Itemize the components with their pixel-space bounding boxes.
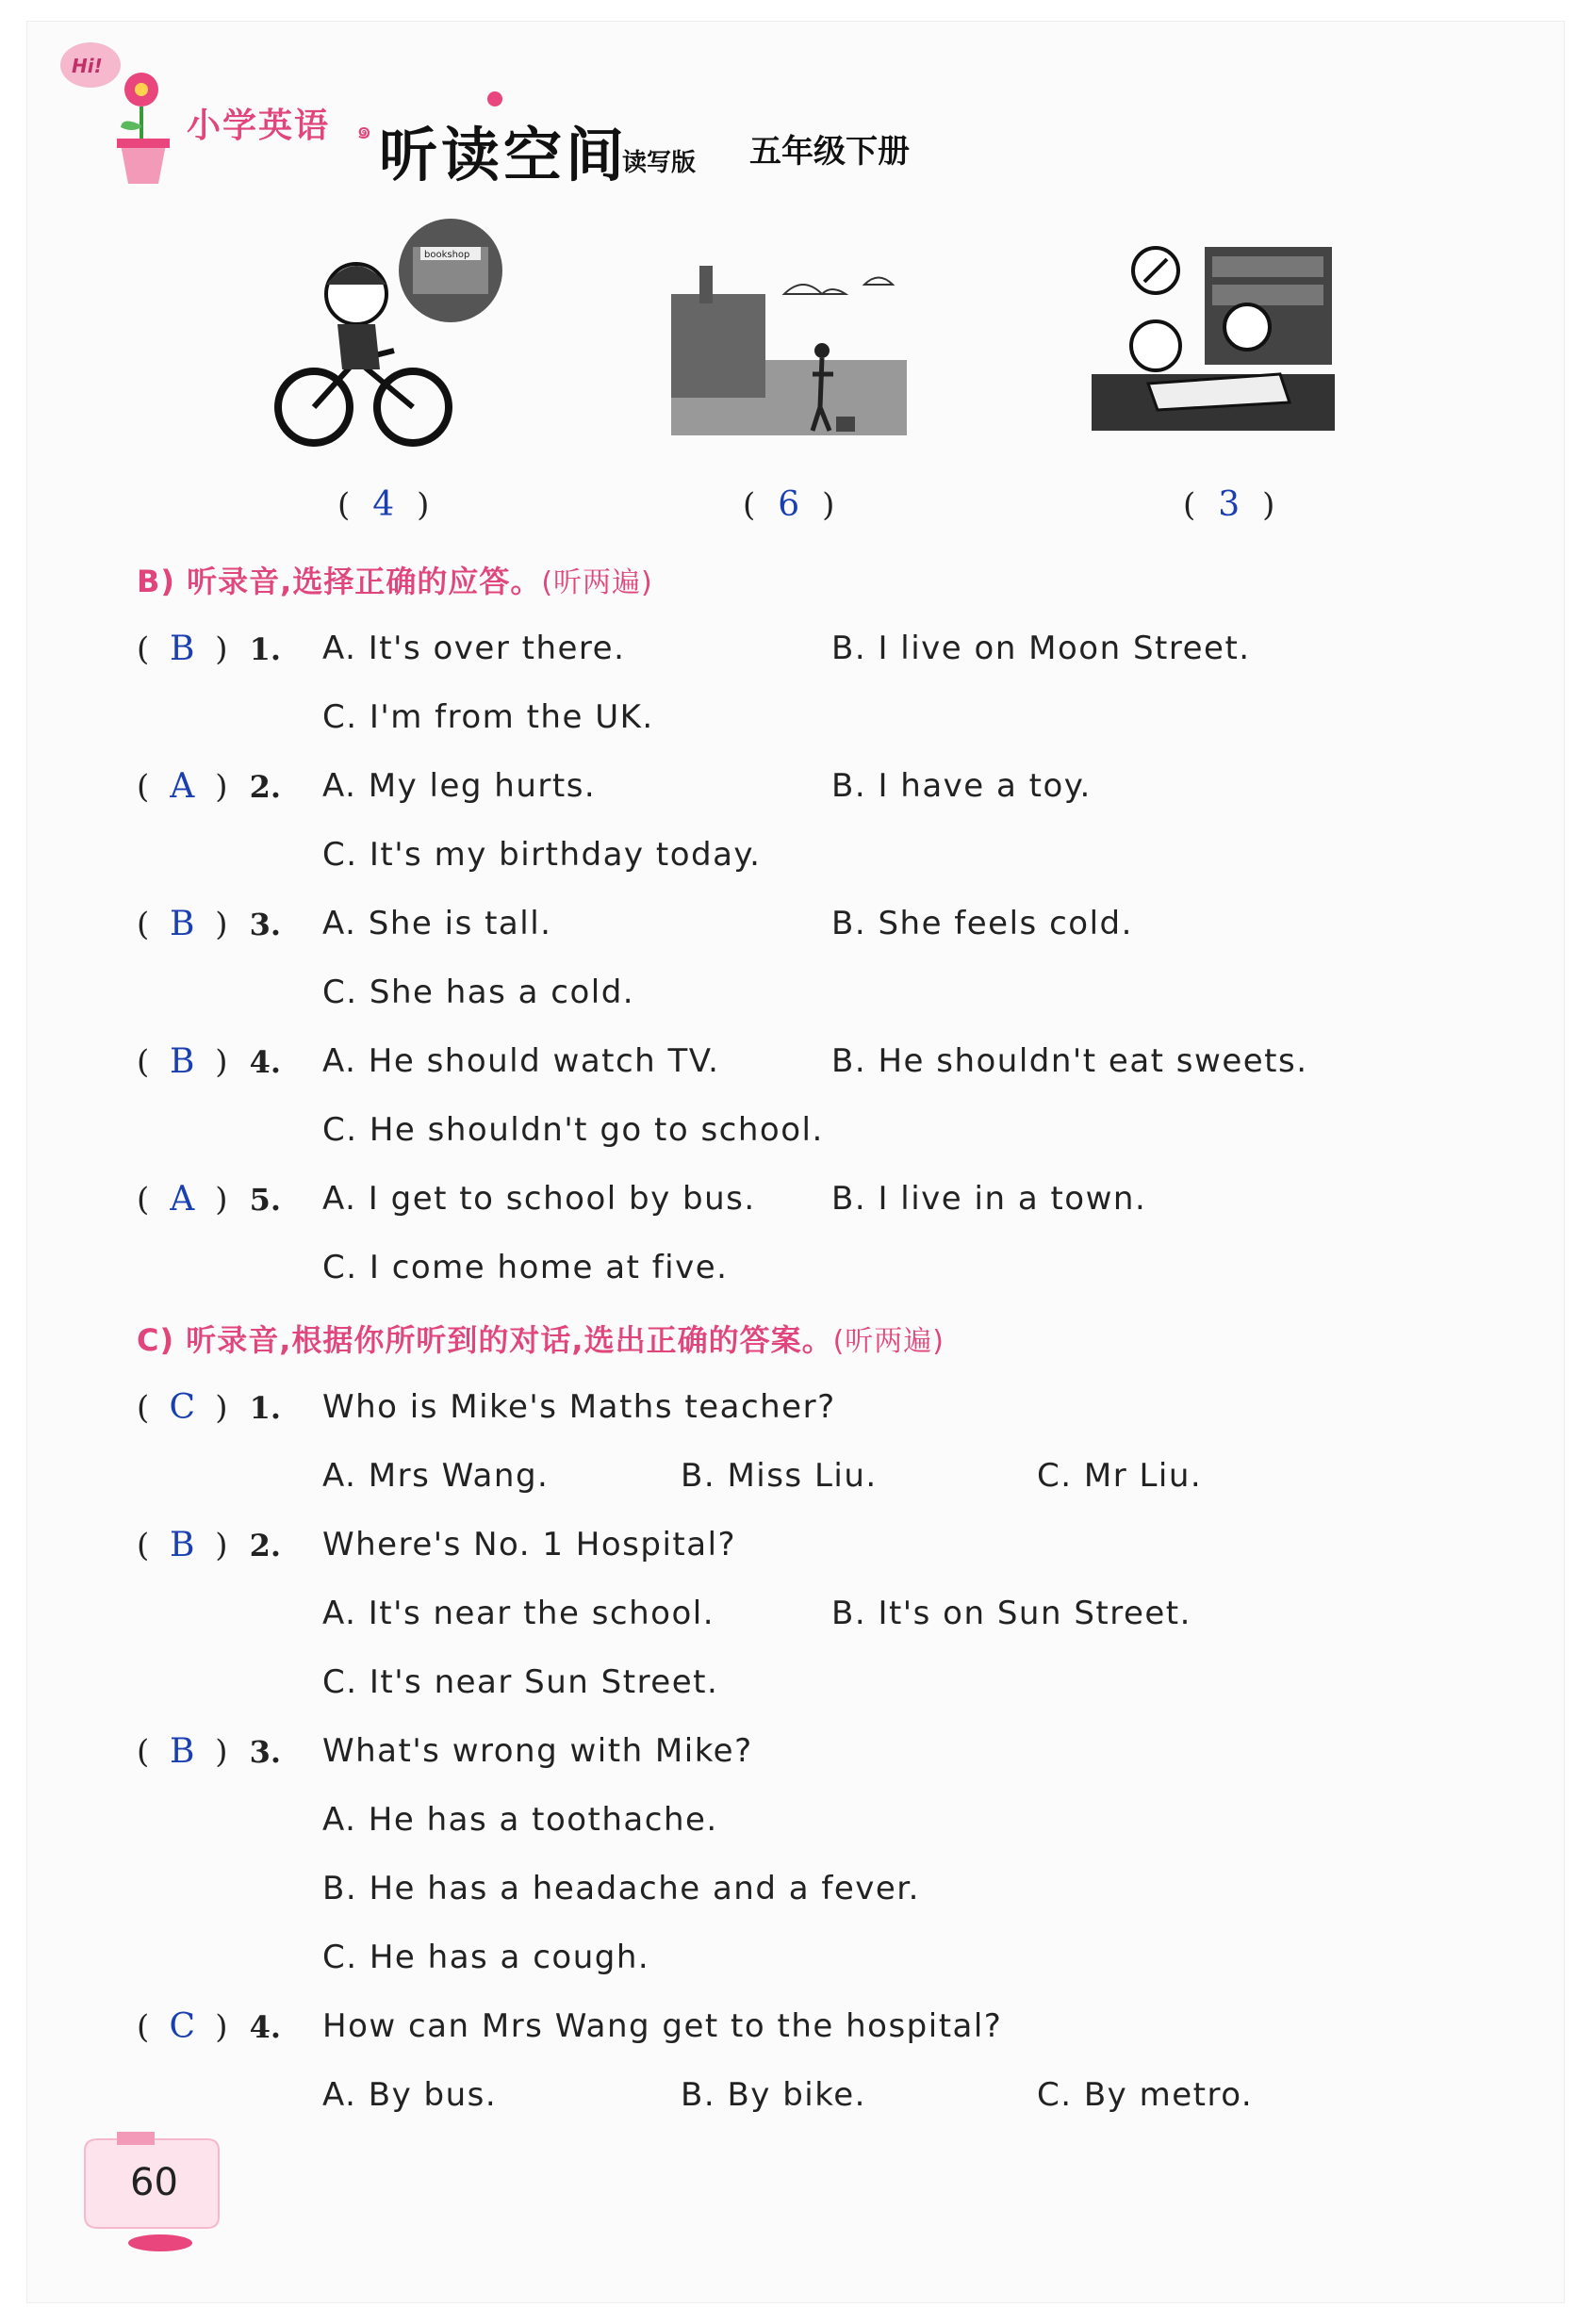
option-a: A. It's over there. [322, 630, 626, 667]
picture-answer-3[interactable]: ( 3 ) [1183, 485, 1275, 524]
option-a: A. It's near the school. [322, 1595, 715, 1632]
question-number: 4. [249, 1044, 282, 1080]
picture-answer-1[interactable]: ( 4 ) [337, 485, 430, 524]
option-c: C. It's near Sun Street. [322, 1663, 719, 1701]
answer-letter[interactable]: B [170, 1042, 195, 1081]
section-b-question-3: ( B ) 3. [137, 905, 282, 943]
section-c-note: (听两遍) [832, 1325, 945, 1358]
answer-letter[interactable]: C [169, 2007, 196, 2046]
option-b: B. I live on Moon Street. [831, 630, 1251, 667]
question-text: How can Mrs Wang get to the hospital? [322, 2007, 1003, 2045]
picture-answer-2[interactable]: ( 6 ) [743, 485, 835, 524]
question-number: 5. [249, 1182, 282, 1218]
svg-text:Hi!: Hi! [72, 55, 103, 77]
option-a: A. I get to school by bus. [322, 1180, 756, 1218]
section-b-question-5: ( A ) 5. [137, 1180, 282, 1219]
option-a: A. By bus. [322, 2076, 498, 2114]
option-a: A. He should watch TV. [322, 1042, 720, 1080]
section-b-note: (听两遍) [541, 566, 653, 599]
option-c: C. It's my birthday today. [322, 836, 762, 874]
grade-label: 五年级下册 [749, 133, 910, 171]
section-c-instruction: C) 听录音,根据你所听到的对话,选出正确的答案。 [137, 1322, 833, 1358]
question-number: 3. [249, 907, 282, 942]
picture-boy-bike-bookshop [262, 219, 535, 454]
option-b: B. She feels cold. [831, 905, 1133, 942]
option-c: C. He shouldn't go to school. [322, 1111, 824, 1149]
pink-dot-icon [487, 91, 502, 106]
question-number: 2. [249, 769, 282, 805]
section-b-instruction: B) 听录音,选择正确的应答。 [137, 564, 542, 599]
answer-letter[interactable]: B [170, 1732, 195, 1771]
question-number: 1. [249, 631, 282, 667]
option-b: B. I have a toy. [831, 767, 1092, 805]
option-a: A. Mrs Wang. [322, 1457, 550, 1495]
section-b-question-2: ( A ) 2. [137, 767, 282, 806]
question-number: 3. [249, 1734, 282, 1770]
header-logo [55, 33, 187, 184]
option-b: B. He has a headache and a fever. [322, 1870, 920, 1907]
picture-answer-value: 4 [372, 485, 395, 524]
option-c: C. I come home at five. [322, 1249, 729, 1286]
picture-answer-value: 3 [1218, 485, 1241, 524]
section-c-question-3: ( B ) 3. [137, 1732, 282, 1771]
answer-letter[interactable]: C [169, 1388, 196, 1427]
section-b-question-4: ( B ) 4. [137, 1042, 282, 1081]
answer-letter[interactable]: B [170, 630, 195, 668]
option-b: B. I live in a town. [831, 1180, 1147, 1218]
answer-letter[interactable]: A [170, 1180, 195, 1219]
option-b: B. He shouldn't eat sweets. [831, 1042, 1308, 1080]
option-c: C. He has a cough. [322, 1939, 650, 1976]
option-c: C. Mr Liu. [1037, 1457, 1203, 1495]
section-b-question-1: ( B ) 1. [137, 630, 282, 668]
question-number: 2. [249, 1528, 282, 1563]
question-text: Who is Mike's Maths teacher? [322, 1388, 836, 1426]
question-number: 1. [249, 1390, 282, 1426]
question-text: What's wrong with Mike? [322, 1732, 753, 1770]
answer-letter[interactable]: B [170, 1526, 195, 1564]
option-b: B. Miss Liu. [681, 1457, 878, 1495]
option-b: B. It's on Sun Street. [831, 1595, 1191, 1632]
edition-label: 读写版 [622, 149, 697, 177]
section-b-title [137, 558, 653, 601]
option-b: B. By bike. [681, 2076, 866, 2114]
page-number: 60 [130, 2161, 178, 2204]
question-number: 4. [249, 2009, 282, 2045]
option-a: A. He has a toothache. [322, 1801, 718, 1839]
option-c: C. She has a cold. [322, 974, 635, 1011]
option-c: C. By metro. [1037, 2076, 1254, 2114]
brand-small-title: 小学英语 [187, 106, 331, 145]
section-c-question-4: ( C ) 4. [137, 2007, 282, 2046]
picture-man-sweeping [671, 256, 907, 435]
answer-letter[interactable]: A [170, 767, 195, 806]
section-c-question-1: ( C ) 1. [137, 1388, 282, 1427]
option-a: A. My leg hurts. [322, 767, 597, 805]
svg-text:bookshop: bookshop [424, 250, 470, 260]
swirl-icon: ๑ [356, 117, 372, 145]
brand-big-title: 听读空间 [379, 121, 629, 189]
question-text: Where's No. 1 Hospital? [322, 1526, 737, 1563]
option-c: C. I'm from the UK. [322, 698, 654, 736]
picture-boy-reading [1092, 242, 1335, 431]
section-c-title [137, 1317, 945, 1360]
answer-letter[interactable]: B [170, 905, 195, 943]
section-c-question-2: ( B ) 2. [137, 1526, 282, 1564]
picture-answer-value: 6 [778, 485, 800, 524]
option-a: A. She is tall. [322, 905, 552, 942]
